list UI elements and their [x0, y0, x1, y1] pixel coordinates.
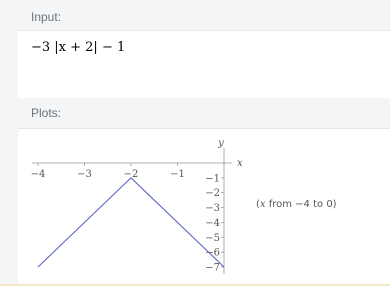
plots-header-label: Plots: — [31, 106, 62, 120]
y-axis-name: y — [218, 138, 224, 149]
range-open: ( — [256, 199, 260, 210]
input-left-margin — [0, 30, 18, 98]
plot-range-note — [256, 199, 337, 210]
y-tick-label: −4 — [205, 217, 220, 229]
y-tick-label: −3 — [205, 203, 220, 215]
x-axis-name: x — [237, 158, 243, 169]
function-plot — [18, 128, 258, 284]
plot-series — [38, 178, 224, 267]
x-tick-label: −4 — [30, 169, 46, 180]
x-tick-label: −3 — [77, 169, 92, 180]
input-section-header — [0, 0, 390, 30]
x-tick-label: −1 — [170, 169, 185, 180]
range-text: from −4 to 0) — [265, 199, 337, 210]
input-header-label: Input: — [31, 10, 62, 24]
x-tick-label: −2 — [123, 169, 139, 180]
series-line — [38, 178, 224, 267]
range-variable: x — [259, 199, 266, 210]
y-tick-label: −2 — [205, 188, 220, 200]
y-tick-label: −1 — [205, 173, 220, 185]
y-tick-label: −7 — [205, 262, 220, 274]
plot-ticks — [31, 163, 224, 274]
plots-left-margin — [0, 128, 18, 284]
y-tick-label: −5 — [205, 232, 220, 244]
plots-section-header — [0, 98, 390, 128]
y-tick-label: −6 — [205, 247, 220, 259]
input-expression: −3 |x + 2| − 1 — [31, 40, 126, 55]
